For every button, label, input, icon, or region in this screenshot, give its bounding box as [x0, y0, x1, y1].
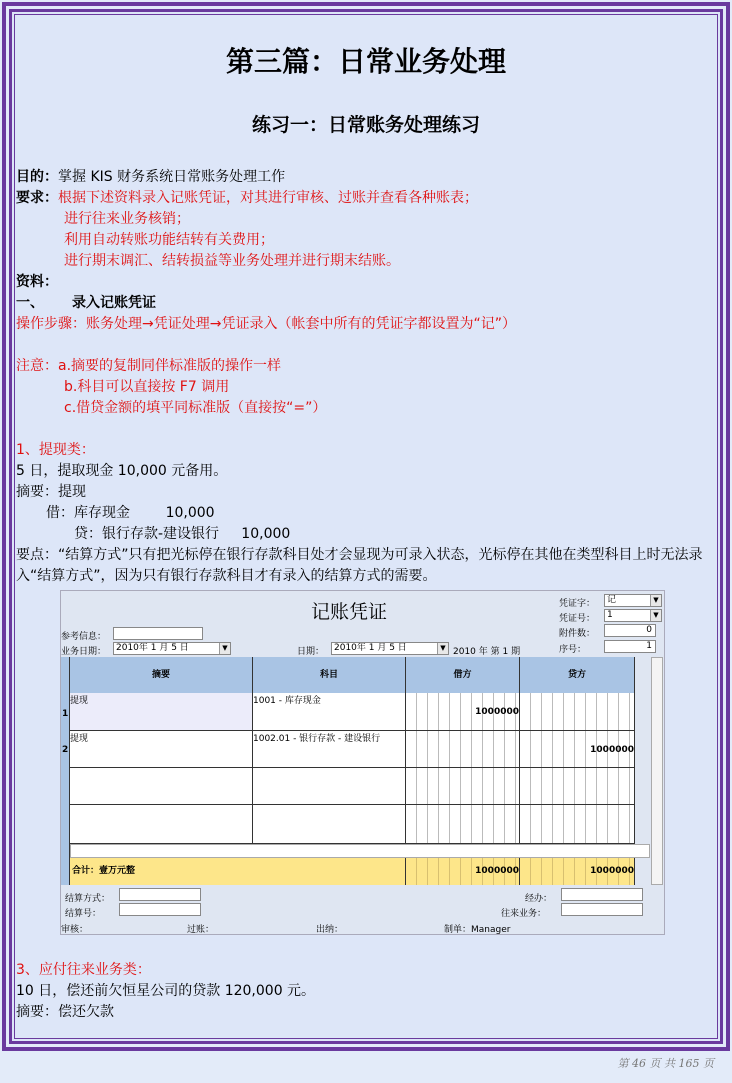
column-header-account: 科目 — [253, 657, 406, 693]
total-debit: 1000000 — [406, 858, 520, 885]
date-label: 日期： — [297, 647, 325, 657]
purpose-text: 掌握 KIS 财务系统日常账务处理工作 — [58, 169, 286, 185]
row-number: 2 — [62, 745, 69, 755]
note-line: c.借贷金额的填平同标准版（直接按“=”） — [64, 400, 327, 416]
section-heading — [16, 293, 156, 314]
requirements-label: 要求： — [16, 190, 58, 206]
voucher-word-value: 记 — [607, 595, 617, 605]
requirement-item: 进行期末调汇、结转损益等业务处理并进行期末结账。 — [64, 253, 400, 269]
row-header-strip — [61, 657, 70, 885]
ref-input[interactable] — [113, 627, 203, 640]
section-title: 录入记账凭证 — [72, 295, 156, 311]
settle-no-label: 结算号： — [65, 909, 102, 919]
summary-value: 提现 — [70, 696, 89, 706]
voucher-no-label: 凭证号： — [559, 614, 596, 624]
audit-label: 审核： — [61, 925, 89, 935]
credit-cell[interactable] — [520, 768, 635, 805]
date-select[interactable] — [331, 642, 449, 655]
maker-value: Manager — [471, 925, 511, 935]
operation-steps: 操作步骤：账务处理→凭证处理→凭证录入（帐套中所有的凭证字都设置为“记”） — [16, 316, 516, 332]
note-line: 注意：a.摘要的复制同伴标准版的操作一样 — [16, 358, 282, 374]
vertical-scrollbar[interactable] — [651, 657, 663, 885]
biz-date-select[interactable] — [113, 642, 231, 655]
account-cell[interactable] — [253, 693, 406, 731]
page-title: 第三篇：日常业务处理 — [225, 45, 506, 78]
summary-cell[interactable] — [70, 768, 253, 805]
settle-label: 结算方式： — [65, 894, 111, 904]
seq-input[interactable]: 1 — [604, 640, 656, 653]
voucher-word-select[interactable] — [604, 594, 662, 607]
attach-label: 附件数： — [559, 629, 596, 639]
voucher-word-label: 凭证字： — [559, 599, 596, 609]
summary-value: 提现 — [70, 734, 89, 744]
voucher-no-value: 1 — [607, 610, 613, 620]
date-value: 2010年 1 月 5 日 — [334, 643, 407, 653]
account-value: 1002.01 - 银行存款 - 建设银行 — [253, 734, 381, 744]
debit-value: 1000000 — [475, 707, 519, 717]
chevron-down-icon[interactable]: ▼ — [437, 643, 448, 654]
voucher-no-select[interactable] — [604, 609, 662, 622]
account-cell[interactable] — [253, 731, 406, 768]
credit-cell[interactable] — [520, 805, 635, 844]
summary-cell[interactable] — [70, 731, 253, 768]
section-number: 一、 — [16, 295, 44, 311]
key-points: 要点：“结算方式”只有把光标停在银行存款科目处才会显现为可录入状态，光标停在其他在类型科目上时无法录入“结算方式”，因为只有银行存款科目才有录入的结算方式的需要。 — [16, 547, 703, 584]
seq-label: 序号： — [559, 645, 587, 655]
total-label: 合计：壹万元整 — [70, 858, 406, 885]
maker-field — [444, 922, 510, 935]
debit-entry: 借：库存现金 10,000 — [46, 505, 215, 521]
contact-label: 往来业务： — [501, 909, 547, 919]
page-subtitle: 练习一：日常账务处理练习 — [251, 114, 480, 136]
page-number: 第 46 页 共 165 页 — [617, 1057, 714, 1070]
purpose-label: 目的： — [16, 169, 58, 185]
note-line: b.科目可以直接按 F7 调用 — [64, 379, 230, 395]
chevron-down-icon[interactable]: ▼ — [219, 643, 230, 654]
case-heading: 3、应付往来业务类： — [16, 962, 151, 978]
period-text: 2010 年 第 1 期 — [453, 647, 521, 657]
debit-cell[interactable] — [406, 731, 520, 768]
case-summary: 摘要：提现 — [16, 484, 86, 500]
credit-cell[interactable] — [520, 731, 635, 768]
case-summary: 摘要：偿还欠款 — [16, 1004, 114, 1020]
attach-input[interactable]: 0 — [604, 624, 656, 637]
chevron-down-icon[interactable]: ▼ — [650, 610, 661, 621]
case-description: 10 日，偿还前欠恒星公司的贷款 120,000 元。 — [16, 983, 316, 999]
account-value: 1001 - 库存现金 — [253, 696, 321, 706]
credit-value: 1000000 — [590, 745, 634, 755]
summary-cell[interactable] — [70, 805, 253, 844]
purpose-line — [16, 167, 285, 188]
materials-label: 资料： — [16, 274, 58, 290]
case-description: 5 日，提取现金 10,000 元备用。 — [16, 463, 228, 479]
chevron-down-icon[interactable]: ▼ — [650, 595, 661, 606]
total-credit: 1000000 — [520, 858, 635, 885]
biz-date-value: 2010年 1 月 5 日 — [116, 643, 189, 653]
credit-cell[interactable] — [520, 693, 635, 731]
requirement-item: 利用自动转账功能结转有关费用； — [64, 232, 274, 248]
requirement-item: 进行往来业务核销； — [64, 211, 190, 227]
cashier-label: 出纳： — [316, 925, 344, 935]
settle-input[interactable] — [119, 888, 201, 901]
horizontal-scrollbar[interactable] — [70, 844, 650, 858]
settle-no-input[interactable] — [119, 903, 201, 916]
handler-input[interactable] — [561, 888, 643, 901]
debit-cell[interactable] — [406, 805, 520, 844]
requirements-line — [16, 188, 478, 209]
ref-label: 参考信息： — [61, 632, 107, 642]
account-cell[interactable] — [253, 768, 406, 805]
column-header-summary: 摘要 — [70, 657, 253, 693]
case-heading: 1、提现类： — [16, 442, 95, 458]
credit-entry: 贷：银行存款-建设银行 10,000 — [74, 526, 291, 542]
debit-cell[interactable] — [406, 693, 520, 731]
summary-cell[interactable] — [70, 693, 253, 731]
account-cell[interactable] — [253, 805, 406, 844]
requirement-item: 根据下述资料录入记账凭证，对其进行审核、过账并查看各种账表； — [58, 190, 478, 206]
voucher-title: 记账凭证 — [311, 601, 388, 623]
column-header-credit: 贷方 — [520, 657, 635, 693]
voucher-screenshot — [60, 590, 665, 935]
maker-label: 制单： — [444, 925, 472, 935]
handler-label: 经办： — [525, 894, 553, 904]
post-label: 过账： — [187, 925, 215, 935]
column-header-debit: 借方 — [406, 657, 520, 693]
contact-input[interactable] — [561, 903, 643, 916]
row-number: 1 — [62, 709, 69, 719]
debit-cell[interactable] — [406, 768, 520, 805]
biz-date-label: 业务日期： — [61, 647, 107, 657]
